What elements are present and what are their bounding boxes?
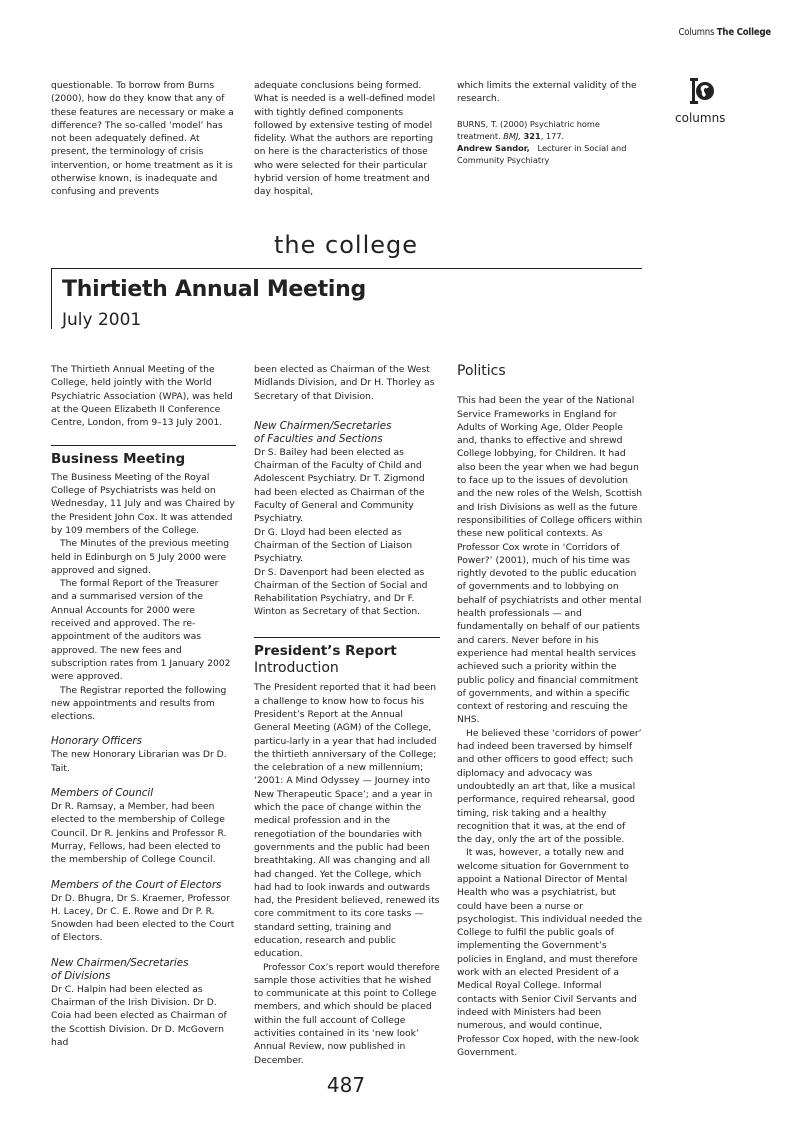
business-paragraph-2: The Minutes of the previous meeting held in Edinburgh on 5 July 2000 were approved and signed. bbox=[51, 538, 230, 576]
columns-label: columns bbox=[675, 111, 726, 125]
business-paragraph-4: The Registrar reported the following new appointments and results from elections. bbox=[51, 684, 227, 723]
faculties-paragraph-1: Dr S. Bailey had been elected as Chairman of the Faculty of Child and Adolescent Psychiatry. Dr T. Zigmond had been elected as Chairman of the Faculty of General and Community Psychiatry. bbox=[254, 446, 425, 525]
author-role: Lecturer in Social and Community Psychiatry bbox=[457, 142, 627, 165]
members-of-council-heading: Members of Council bbox=[51, 787, 154, 800]
divisions-continuation: been elected as Chairman of the West Midlands Division, and Dr H. Thorley as Secretary of that Division. bbox=[254, 364, 435, 402]
body-column-1 bbox=[51, 363, 236, 1049]
reference-text: BURNS, T. (2000) Psychiatric home treatment. bbox=[457, 118, 600, 141]
article-title-box bbox=[51, 268, 642, 329]
introduction-heading: Introduction bbox=[254, 660, 339, 677]
top-col3-text: which limits the external validity of the research. bbox=[457, 80, 637, 105]
politics-paragraph-2: He believed these ‘corridors of power’ had indeed been traversed by himself and other officers to good effect; such diplomacy and advocacy was undoubtedly an art that, like a musical performance, required rehearsal, good timing, risk taking and a healthy recognition that it was, at the end of the day, only the art of the possible. bbox=[457, 727, 642, 846]
author-signature bbox=[457, 142, 642, 166]
court-of-electors-text: Dr D. Bhugra, Dr S. Kraemer, Professor H. Lacey, Dr C. E. Rowe and Dr P. R. Snowden had been elected to the Court of Electors. bbox=[51, 892, 235, 944]
article-title: Thirtieth Annual Meeting bbox=[62, 277, 366, 302]
divisions-heading-line-1: New Chairmen/Secretaries bbox=[51, 956, 189, 969]
faculties-paragraph-2: Dr G. Lloyd had been elected as Chairman of the Section of Liaison Psychiatry. bbox=[254, 526, 413, 565]
body-column-3 bbox=[457, 365, 643, 1059]
header-title: The College bbox=[716, 27, 771, 38]
body-column-2 bbox=[254, 363, 440, 1067]
section-title: the college bbox=[274, 231, 418, 259]
reference-journal: BMJ, bbox=[503, 130, 521, 141]
reference bbox=[457, 118, 642, 142]
president-paragraph-1: The President reported that it had been a challenge to know how to focus his President’s Report at the Annual General Meeting (AGM) of the College, particu-larly in a year that had included the thirtieth anniversary of the College; the celebration of a new millennium; ‘2001: A Mind Odyssey — Journey into New Therapeutic Space’; and a year in which the pace of change within the medical profession and in the renegotiation of the boundaries with governments and the public had been breathtaking. All was changing and all had changed. Yet the College, which had had to look inwards and outwards had, the President believed, renewed its core commitment to its core tasks — standard setting, training and education, research and public education. bbox=[254, 682, 440, 960]
business-paragraph-3: The formal Report of the Treasurer and a summarised version of the Annual Accounts for 2000 were received and approved. The re-appointment of the auditors was approved. The new fees and subscription rates from 1 January 2002 were approved. bbox=[51, 578, 231, 683]
business-paragraph-1: The Business Meeting of the Royal College of Psychiatrists was held on Wednesday, 11 July and was Chaired by the President John Cox. It was attended by 109 members of the College. bbox=[51, 471, 235, 536]
page-number: 487 bbox=[326, 1073, 366, 1097]
faculties-heading-line-1: New Chairmen/Secretaries bbox=[254, 419, 392, 432]
top-col1-text: questionable. To borrow from Burns (2000), how do they know that any of these features are necessary or make a difference? The so-called ‘model’ has not been adequately defined. At present, the terminology of crisis intervention, or home treatment as it is otherwise known, is inadequate and confusing and prevents bbox=[51, 80, 234, 198]
divisions-heading-line-2: of Divisions bbox=[51, 969, 111, 982]
top-column-2 bbox=[254, 79, 440, 199]
politics-paragraph-3: It was, however, a totally new and welcome situation for Government to appoint a National Director of Mental Health who was a psychiatrist, but could have been a nurse or psychologist. This individual needed the College to fulfil the public goals of implementing the Government’s policies in England, and must therefore work with an elected President of a Medical Royal College. Informal contacts with Senior Civil Servants and indeed with Ministers had been numerous, and would continue, Professor Cox hoped, with the new-look Government. bbox=[457, 847, 642, 1058]
court-of-electors-heading: Members of the Court of Electors bbox=[51, 878, 222, 891]
top-column-1 bbox=[51, 79, 236, 199]
divisions-heading bbox=[51, 957, 236, 983]
top-column-3 bbox=[457, 79, 642, 166]
honorary-officers-text: The new Honorary Librarian was Dr D. Tait. bbox=[51, 749, 227, 774]
honorary-officers-heading: Honorary Officers bbox=[51, 735, 143, 748]
members-of-council-text: Dr R. Ramsay, a Member, had been elected to the membership of College Council. Dr R. Jenkins and Professor R. Murray, Fellows, had been elected to the membership of College Council. bbox=[51, 801, 227, 866]
faculties-heading-line-2: of Faculties and Sections bbox=[254, 432, 383, 445]
intro-paragraph: The Thirtieth Annual Meeting of the College, held jointly with the World Psychiatric Association (WPA), was held at the Queen Elizabeth II Conference Centre, London, from 9–13 July 2001. bbox=[51, 364, 233, 429]
presidents-report-heading: President’s Report bbox=[254, 637, 440, 658]
running-header bbox=[678, 27, 771, 38]
author-name: Andrew Sandor, bbox=[457, 142, 530, 153]
top-col2-text: adequate conclusions being formed. What is needed is a well-defined model with tightly defined components followed by extensive testing of model fidelity. What the authors are reporting on here is the characteristics of those who were selected for their particular hybrid version of home treatment and day hospital, bbox=[254, 80, 436, 198]
faculties-paragraph-3: Dr S. Davenport had been elected as Chairman of the Section of Social and Rehabilitation Psychiatry, and Dr F. Winton as Secretary of that Section. bbox=[254, 566, 428, 618]
divisions-text: Dr C. Halpin had been elected as Chairman of the Irish Division. Dr D. Coia had been elected as Chairman of the Scottish Division. Dr D. McGovern had bbox=[51, 983, 227, 1048]
politics-paragraph-1: This had been the year of the National Service Frameworks in England for Adults of Working Age, Older People and, thanks to effective and shrewd College lobbying, for Children. It had also been the year when we had begun to face up to the issues of devolution and the new roles of the Welsh, Scottish and Irish Divisions as well as the future responsibilities of College officers within these new political contexts. As Professor Cox wrote in ‘Corridors of Power?’ (2001), much of his time was rightly devoted to the public education of governments and to lobbying on behalf of psychiatrists and other mental health professionals — and fundamentally on behalf of our patients and carers. Never before in his experience had mental health services achieved such a priority within the public policy and financial commitment of governments, and within a specific context of restoring and rescuing the NHS. bbox=[457, 395, 643, 726]
business-meeting-heading: Business Meeting bbox=[51, 445, 236, 466]
header-section: Columns bbox=[678, 27, 715, 38]
politics-heading: Politics bbox=[457, 363, 506, 379]
article-date: July 2001 bbox=[62, 310, 142, 330]
reference-page: , 177. bbox=[540, 130, 565, 141]
reference-volume: 321 bbox=[523, 130, 541, 141]
president-paragraph-2: Professor Cox’s report would therefore sample those activities that he wished to communicate at this point to College members, and which should be placed within the full account of College activities contained in its ‘new look’ Annual Review, now published in December. bbox=[254, 961, 440, 1066]
faculties-heading bbox=[254, 420, 440, 446]
columns-logo-icon bbox=[684, 76, 716, 106]
